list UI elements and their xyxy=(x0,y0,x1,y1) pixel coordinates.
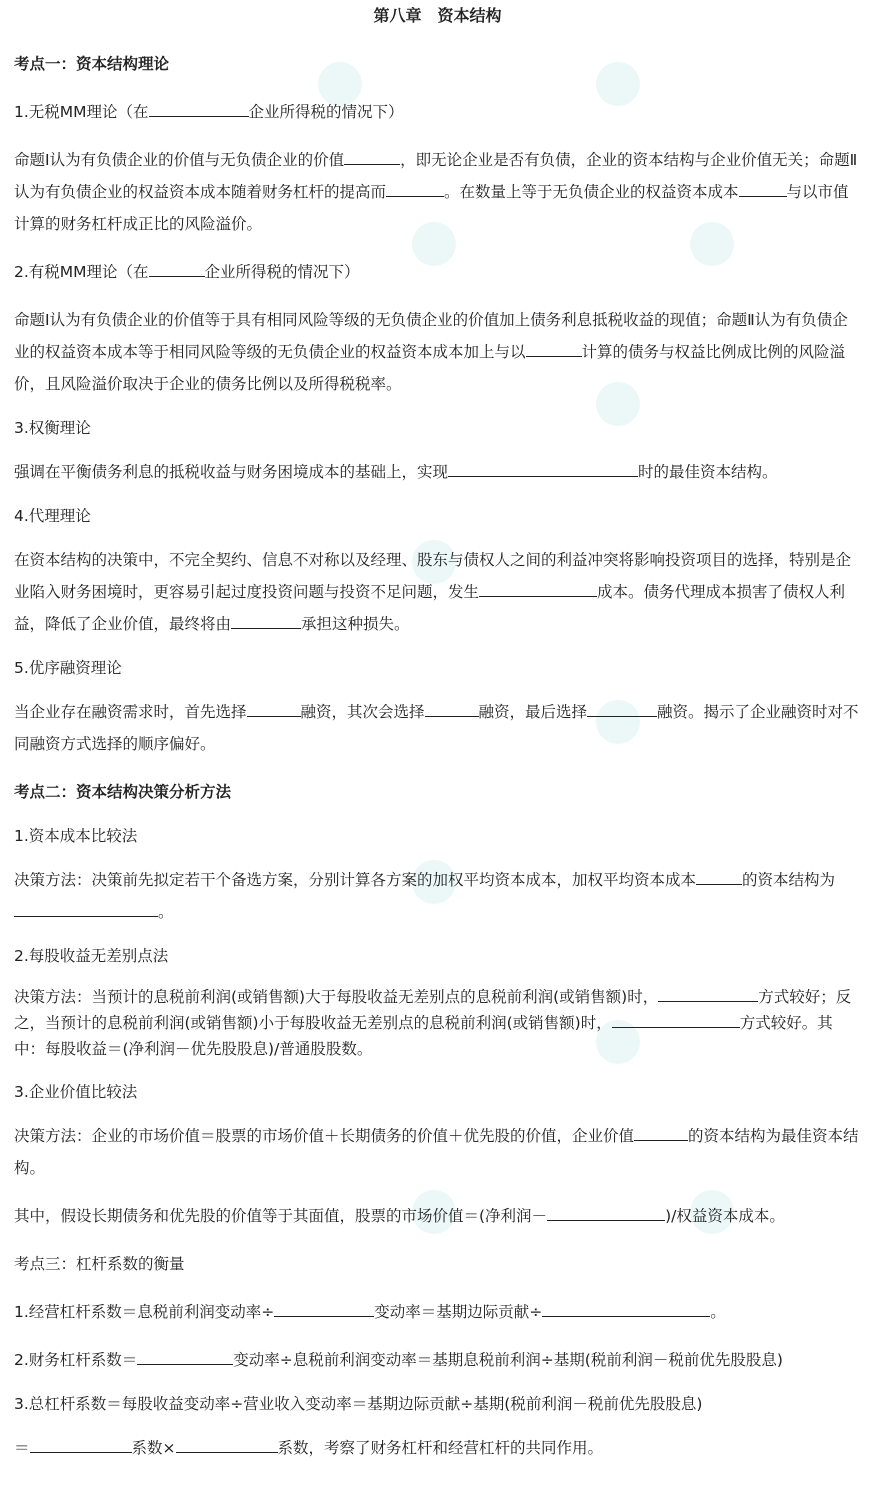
paragraph: 决策方法：企业的市场价值＝股票的市场价值＋长期债务的价值＋优先股的价值，企业价值 的资本结构为最佳资本结构。 xyxy=(14,1120,862,1184)
blank xyxy=(425,699,479,717)
paragraph: 命题I认为有负债企业的价值等于具有相同风险等级的无负债企业的价值加上债务利息抵税收益的现值；命题Ⅱ认为有负债企业的权益资本成本等于相同风险等级的无负债企业的权益资本成本加上与以 计算的债务与权益比例成比例的风险溢价，且风险溢价取决于企业的债务比例以及所得税税率。 xyxy=(14,311,848,393)
paragraph: 强调在平衡债务利息的抵税收益与财务困境成本的基础上，实现 时的最佳资本结构。 xyxy=(14,456,862,488)
blank xyxy=(231,611,301,629)
subheading: 4.代理理论 xyxy=(14,507,91,525)
blank xyxy=(542,1299,710,1317)
blank xyxy=(696,867,742,885)
section-heading: 考点二：资本结构决策分析方法 xyxy=(14,783,232,801)
paragraph: 其中，假设长期债务和优先股的价值等于其面值，股票的市场价值＝(净利润－ )/权益资本成本。 xyxy=(14,1200,862,1232)
paragraph: 当企业存在融资需求时，首先选择 融资，其次会选择 融资，最后选择 融资。揭示了企业融资时对不同融资方式选择的顺序偏好。 xyxy=(14,696,862,760)
blank xyxy=(386,179,444,197)
subheading: 5.优序融资理论 xyxy=(14,659,122,677)
blank xyxy=(739,179,787,197)
blank xyxy=(547,1203,665,1221)
blank xyxy=(14,899,158,917)
formula-line: 2.财务杠杆系数＝ 变动率÷息税前利润变动率＝基期息税前利润÷基期(税前利润－税前优先股股息) xyxy=(14,1344,862,1376)
section-heading: 考点三：杠杆系数的衡量 xyxy=(14,1255,185,1273)
blank xyxy=(344,147,400,165)
blank xyxy=(526,339,582,357)
blank xyxy=(612,1010,740,1028)
subheading: 3.企业价值比较法 xyxy=(14,1083,138,1101)
blank xyxy=(247,699,301,717)
blank xyxy=(137,1347,233,1365)
subheading: 1.资本成本比较法 xyxy=(14,827,138,845)
formula-line: 1.经营杠杆系数＝息税前利润变动率÷ 变动率＝基期边际贡献÷ 。 xyxy=(14,1296,862,1328)
subheading: 2.有税MM理论（在 企业所得税的情况下） xyxy=(14,256,862,288)
blank xyxy=(587,699,657,717)
blank xyxy=(149,259,205,277)
paragraph: 在资本结构的决策中，不完全契约、信息不对称以及经理、股东与债权人之间的利益冲突将影响投资项目的选择，特别是企业陷入财务困境时，更容易引起过度投资问题与投资不足问题，发生 成本。债务代理成本损害了债权人利益，降低了企业价值，最终将由 承担这种损失。 xyxy=(14,551,852,633)
subheading: 2.每股收益无差别点法 xyxy=(14,947,169,965)
section-heading: 考点一：资本结构理论 xyxy=(14,55,170,73)
blank xyxy=(274,1299,374,1317)
blank xyxy=(448,459,638,477)
blank xyxy=(176,1435,278,1453)
paragraph: 决策方法：决策前先拟定若干个备选方案，分别计算各方案的加权平均资本成本，加权平均资本成本 的资本结构为。 xyxy=(14,864,862,928)
blank xyxy=(149,99,249,117)
paragraph: 决策方法：当预计的息税前利润(或销售额)大于每股收益无差别点的息税前利润(或销售额)时， 方式较好；反之，当预计的息税前利润(或销售额)小于每股收益无差别点的息税前利润(或销售额)时， 方式较好。其中：每股收益＝(净利润－优先股股息)/普通股股数。 xyxy=(14,984,862,1062)
blank xyxy=(634,1123,688,1141)
blank xyxy=(479,579,597,597)
formula-line: ＝ 系数× 系数，考察了财务杠杆和经营杠杆的共同作用。 xyxy=(14,1432,862,1464)
subheading: 3.权衡理论 xyxy=(14,419,91,437)
blank xyxy=(30,1435,132,1453)
blank xyxy=(658,984,758,1002)
formula-line: 3.总杠杆系数＝每股收益变动率÷营业收入变动率＝基期边际贡献÷基期(税前利润－税前优先股股息) xyxy=(14,1395,703,1413)
subheading: 1.无税MM理论（在 企业所得税的情况下） xyxy=(14,96,862,128)
paragraph: 命题I认为有负债企业的价值与无负债企业的价值 ，即无论企业是否有负债，企业的资本结构与企业价值无关；命题Ⅱ认为有负债企业的权益资本成本随着财务杠杆的提高而 。在数量上等于无负债企业的权益资本成本 与以市值计算的财务杠杆成正比的风险溢价。 xyxy=(14,144,862,240)
chapter-title: 第八章 资本结构 xyxy=(373,6,502,25)
